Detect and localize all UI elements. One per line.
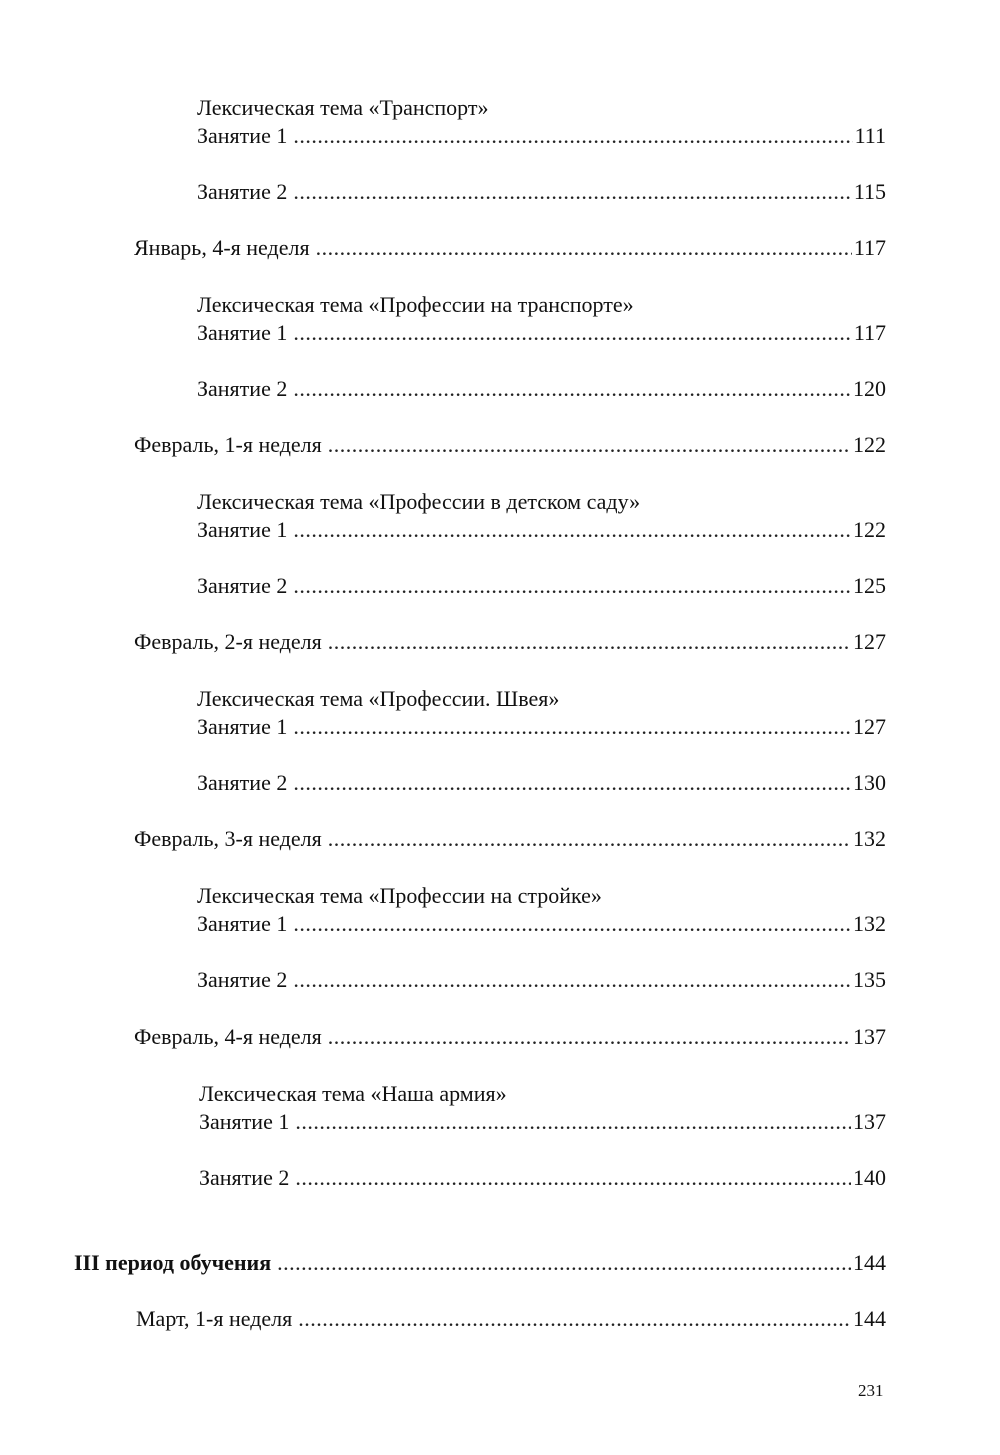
toc-entry-lesson [197,375,886,403]
toc-page-ref: 132 [853,826,886,851]
toc-entry-label: Занятие 1 [197,517,288,542]
toc-entry-label: Занятие 2 [197,376,288,401]
toc-entry-lesson [197,516,886,544]
toc-theme-heading: Лексическая тема «Профессии на стройке» [197,883,602,908]
dot-leader [277,1249,851,1277]
toc-entry-label: III период обучения [74,1250,272,1275]
toc-entry-period [74,1249,886,1277]
toc-entry-week [134,234,886,262]
toc-entry-label: Январь, 4-я неделя [134,235,310,260]
dot-leader [293,769,851,797]
dot-leader [293,910,851,938]
toc-page-ref: 137 [853,1024,886,1049]
toc-entry-lesson [197,572,886,600]
toc-entry-label: Занятие 2 [197,770,288,795]
toc-entry-lesson [197,178,886,206]
dot-leader [293,319,851,347]
toc-entry-week [134,1023,886,1051]
toc-entry-lesson [199,1164,886,1192]
dot-leader [293,122,852,150]
toc-entry-label: Февраль, 1-я неделя [134,432,322,457]
toc-entry-label: Занятие 1 [199,1109,290,1134]
toc-entry-label: Февраль, 2-я неделя [134,629,322,654]
toc-page-ref: 120 [853,376,886,401]
toc-page-ref: 144 [853,1250,886,1275]
toc-entry-lesson [197,713,886,741]
toc-entry-week [134,825,886,853]
toc-page-ref: 144 [853,1306,886,1331]
dot-leader [293,375,851,403]
toc-entry-week [134,431,886,459]
toc-entry-lesson [199,1108,886,1136]
toc-entry-label: Занятие 2 [197,179,288,204]
toc-entry-label: Занятие 2 [197,573,288,598]
toc-page-ref: 127 [853,629,886,654]
toc-theme-heading: Лексическая тема «Профессии на транспорте» [197,292,634,317]
dot-leader [316,234,852,262]
toc-page-ref: 122 [853,432,886,457]
dot-leader [293,713,851,741]
toc-entry-label: Март, 1-я неделя [136,1306,293,1331]
dot-leader [293,516,851,544]
dot-leader [328,628,851,656]
toc-page-ref: 127 [853,714,886,739]
toc-page-ref: 125 [853,573,886,598]
toc-entry-label: Занятие 1 [197,320,288,345]
page-number: 231 [858,1381,884,1400]
dot-leader [328,1023,851,1051]
toc-entry-lesson [197,122,886,150]
dot-leader [298,1305,851,1333]
toc-page-ref: 117 [853,320,886,345]
toc-entry-label: Занятие 1 [197,911,288,936]
toc-page-ref: 115 [853,179,886,204]
toc-entry-lesson [197,319,886,347]
dot-leader [328,825,851,853]
toc-entry-week [136,1305,886,1333]
toc-entry-label: Февраль, 3-я неделя [134,826,322,851]
dot-leader [295,1108,851,1136]
toc-entry-lesson [197,769,886,797]
toc-page-ref: 111 [854,123,886,148]
toc-entry-week [134,628,886,656]
dot-leader [293,966,851,994]
toc-page-ref: 137 [853,1109,886,1134]
toc-page-ref: 130 [853,770,886,795]
dot-leader [293,572,851,600]
toc-entry-lesson [197,966,886,994]
toc-entry-label: Занятие 1 [197,714,288,739]
toc-theme-heading: Лексическая тема «Профессии в детском саду» [197,489,641,514]
toc-entry-label: Занятие 1 [197,123,288,148]
toc-entry-label: Занятие 2 [197,967,288,992]
toc-page-ref: 135 [853,967,886,992]
toc-theme-heading: Лексическая тема «Наша армия» [199,1081,507,1106]
dot-leader [293,178,851,206]
toc-theme-heading: Лексическая тема «Профессии. Швея» [197,686,560,711]
toc-theme-heading: Лексическая тема «Транспорт» [197,95,489,120]
toc-page-ref: 122 [853,517,886,542]
dot-leader [295,1164,851,1192]
toc-page-ref: 140 [853,1165,886,1190]
dot-leader [328,431,851,459]
toc-entry-label: Занятие 2 [199,1165,290,1190]
toc-page-ref: 117 [853,235,886,260]
toc-entry-label: Февраль, 4-я неделя [134,1024,322,1049]
toc-page-ref: 132 [853,911,886,936]
toc-entry-lesson [197,910,886,938]
